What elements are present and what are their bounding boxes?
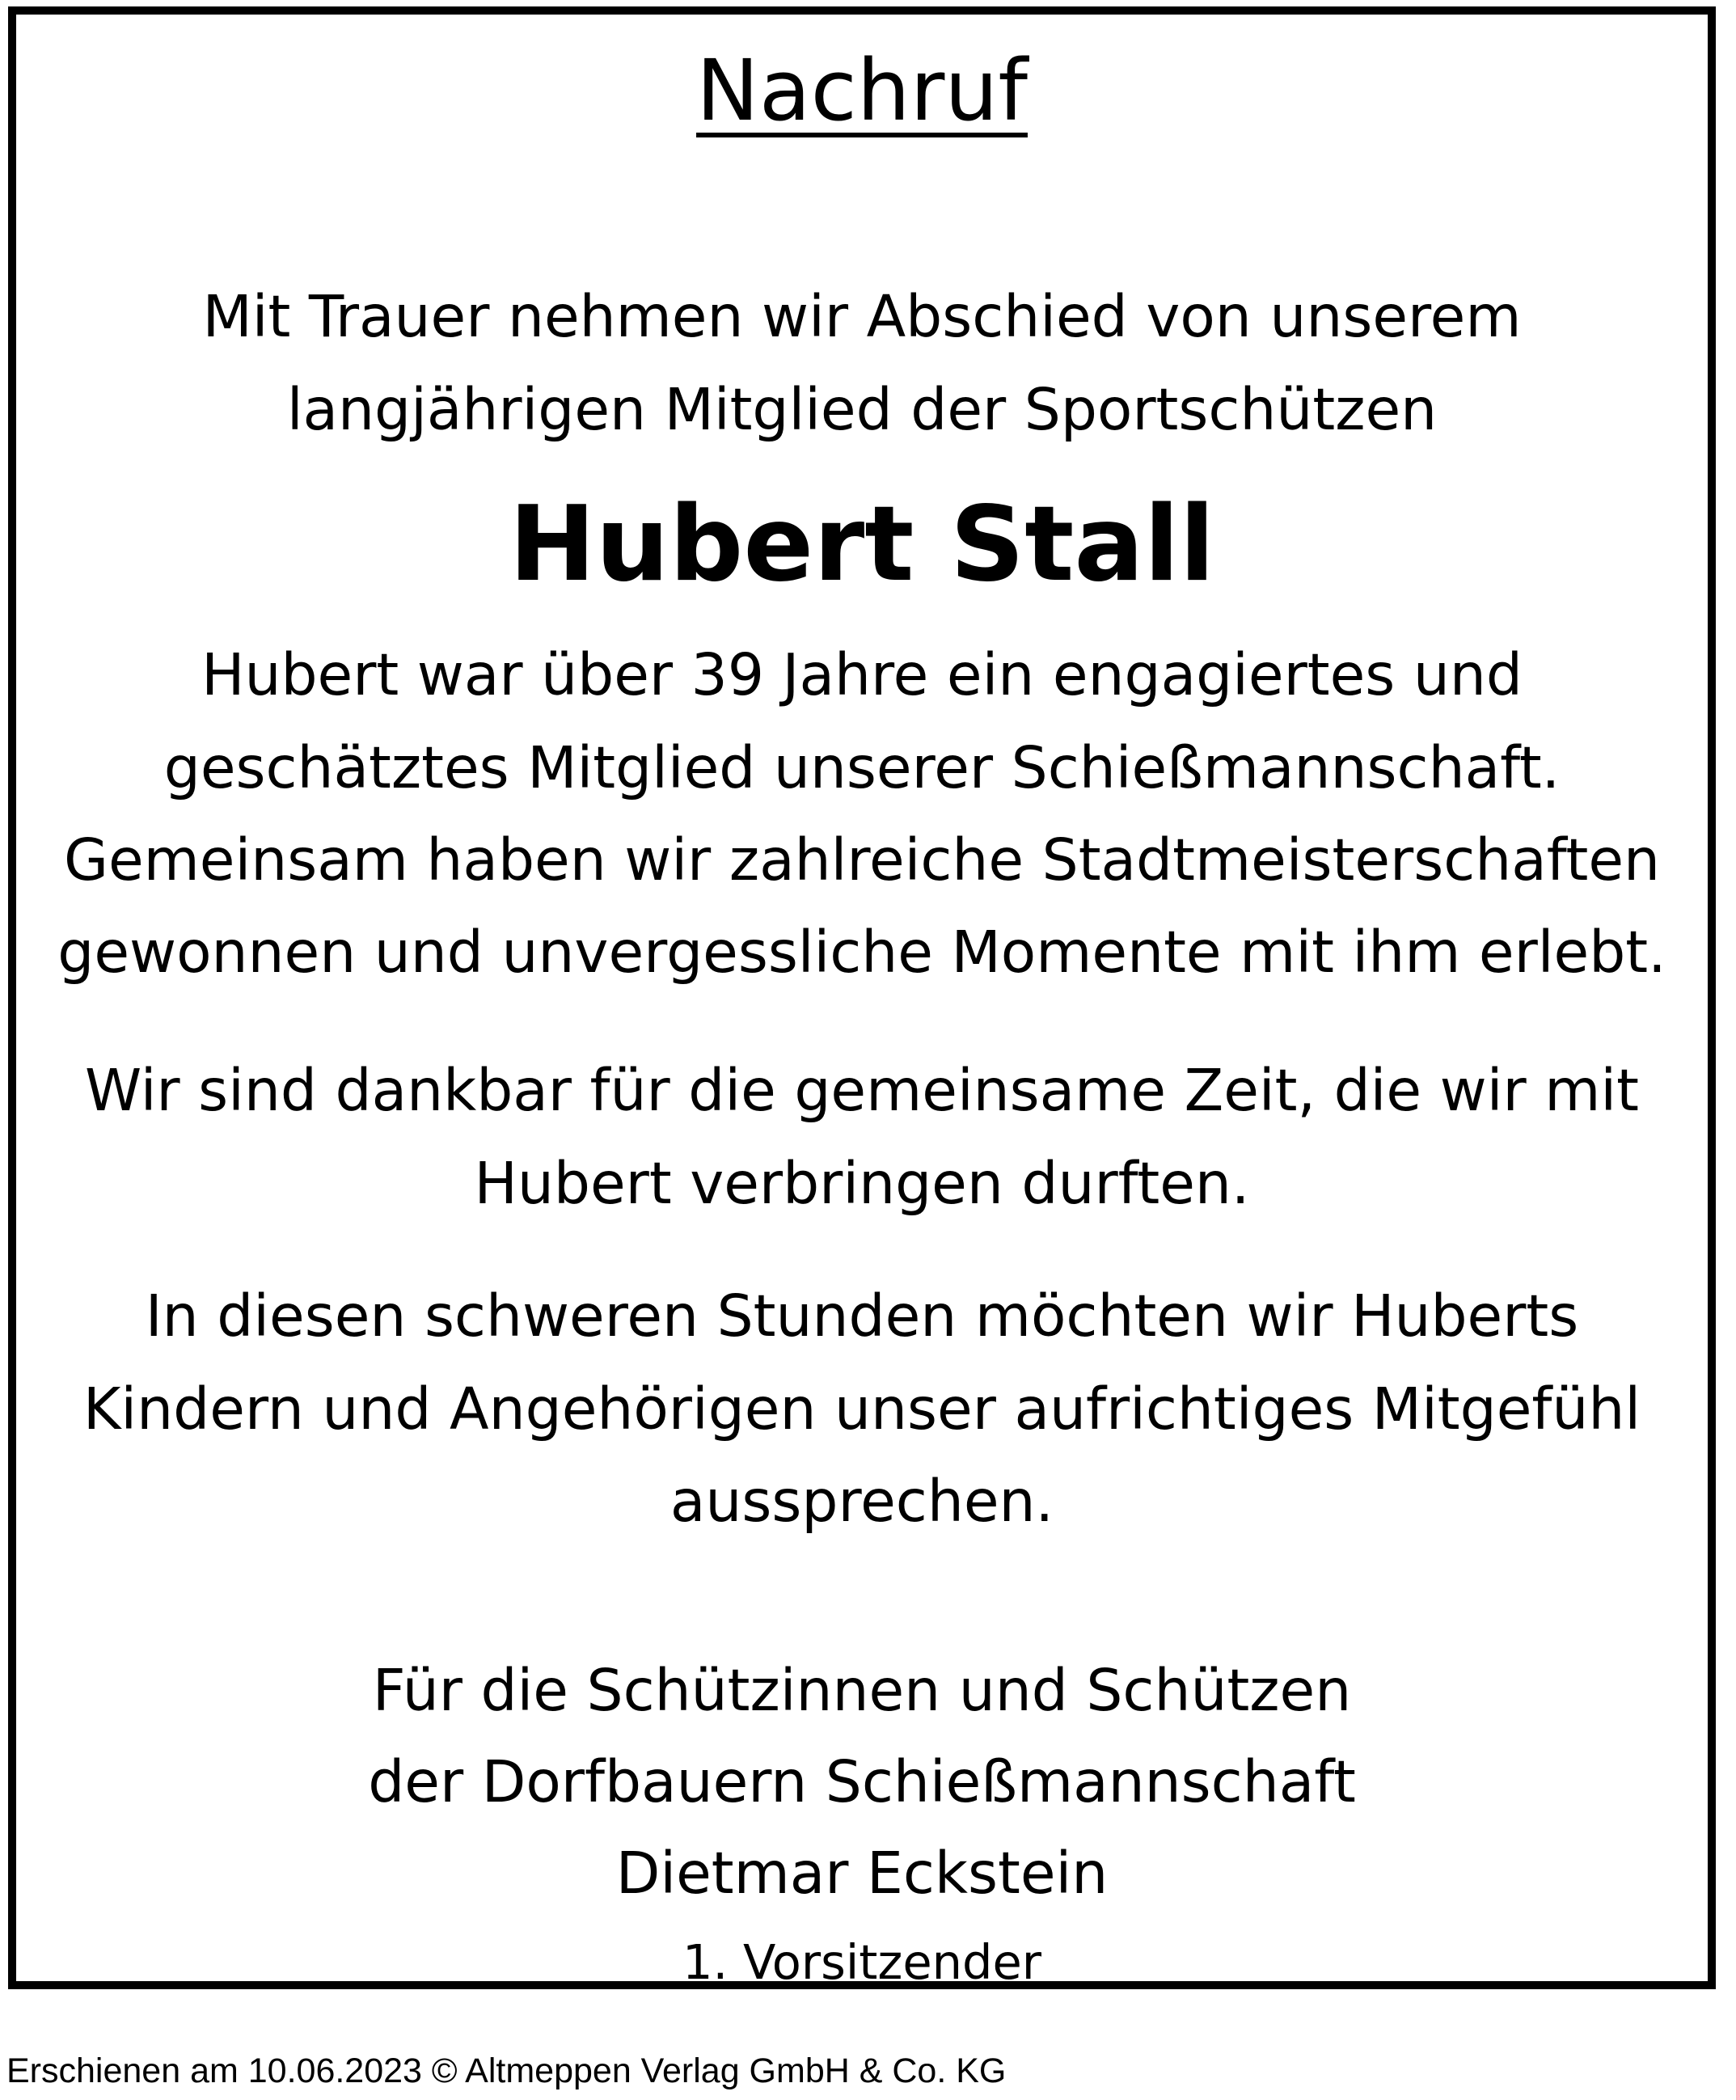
paragraph2-line-1: Wir sind dankbar für die gemeinsame Zeit, die wir mit [85, 1057, 1639, 1124]
signer-role: 1. Vorsitzender [682, 1934, 1042, 1990]
publication-footer: Erschienen am 10.06.2023 © Altmeppen Verlag GmbH & Co. KG [6, 2051, 1007, 2090]
paragraph1-line-3: Gemeinsam haben wir zahlreiche Stadtmeisterschaften [63, 826, 1661, 894]
signature-line-2: der Dorfbauern Schießmannschaft [368, 1748, 1356, 1815]
paragraph3-line-1: In diesen schweren Stunden möchten wir Huberts [145, 1282, 1579, 1350]
paragraph1-line-1: Hubert war über 39 Jahre ein engagiertes und [201, 641, 1523, 708]
intro-line-2: langjährigen Mitglied der Sportschützen [286, 376, 1438, 443]
notice-title: Nachruf [696, 41, 1028, 140]
intro-line-1: Mit Trauer nehmen wir Abschied von unserem [202, 283, 1522, 350]
paragraph3-line-3: aussprechen. [669, 1468, 1054, 1535]
deceased-name: Hubert Stall [509, 484, 1215, 605]
paragraph1-line-2: geschätztes Mitglied unserer Schießmannschaft. [163, 734, 1561, 801]
paragraph2-line-2: Hubert verbringen durften. [474, 1150, 1250, 1217]
paragraph1-line-4: gewonnen und unvergessliche Momente mit ihm erlebt. [57, 919, 1666, 986]
signer-name: Dietmar Eckstein [615, 1840, 1109, 1907]
obituary-frame [8, 6, 1716, 1989]
paragraph3-line-2: Kindern und Angehörigen unser aufrichtiges Mitgefühl [82, 1375, 1641, 1443]
signature-line-1: Für die Schützinnen und Schützen [372, 1657, 1352, 1724]
